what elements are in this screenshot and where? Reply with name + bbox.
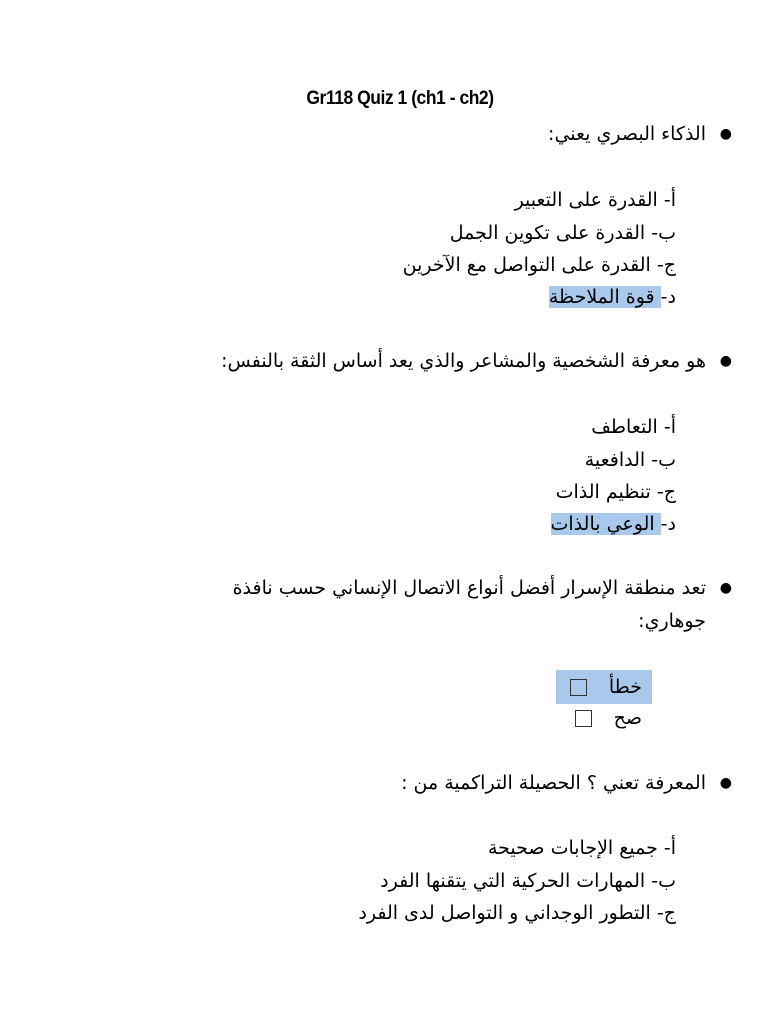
question-4-option-a[interactable] — [488, 832, 676, 864]
option-prefix: ب- — [651, 222, 676, 244]
question-1-option-c[interactable] — [403, 249, 676, 281]
option-prefix: أ- — [663, 189, 676, 211]
option-prefix: ب- — [651, 449, 676, 471]
quiz-title: Gr118 Quiz 1 (ch1 - ch2) — [306, 88, 494, 109]
question-3-text-line-2: جوهاري: — [638, 610, 706, 632]
option-text: القدرة على التعبير — [514, 189, 664, 211]
checkbox[interactable] — [575, 710, 592, 727]
question-2-option-a[interactable] — [591, 411, 676, 443]
bullet-icon: ● — [719, 126, 732, 142]
option-prefix: ج- — [656, 902, 676, 924]
question-3-choice-false[interactable] — [556, 670, 652, 704]
option-text: التعاطف — [591, 416, 664, 438]
option-text: تنظيم الذات — [555, 481, 657, 503]
question-3-text-line-1: تعد منطقة الإسرار أفضل أنواع الاتصال الإنساني حسب نافذة — [232, 577, 706, 599]
question-4 — [401, 767, 732, 800]
question-1-text: الذكاء البصري يعني: — [548, 123, 706, 145]
option-prefix: د- — [660, 513, 676, 535]
question-2-option-c[interactable] — [556, 476, 676, 508]
choice-label: صح — [613, 707, 642, 729]
option-text: القدرة على تكوين الجمل — [449, 222, 652, 244]
question-1-option-a[interactable] — [515, 184, 676, 216]
option-prefix: أ- — [663, 416, 676, 438]
option-text: التطور الوجداني و التواصل لدى الفرد — [358, 902, 657, 924]
option-text: الدافعية — [584, 449, 652, 471]
question-1-option-d[interactable] — [549, 281, 676, 313]
question-2 — [221, 345, 732, 378]
question-2-text: هو معرفة الشخصية والمشاعر والذي يعد أساس الثقة بالنفس: — [221, 350, 706, 372]
option-text: القدرة على التواصل مع الآخرين — [402, 254, 657, 276]
option-text: المهارات الحركية التي يتقنها الفرد — [380, 870, 652, 892]
bullet-icon: ● — [719, 353, 732, 369]
option-text: جميع الإجابات صحيحة — [487, 837, 664, 859]
question-4-text: المعرفة تعني ؟ الحصيلة التراكمية من : — [401, 772, 706, 794]
question-3-continuation — [638, 605, 706, 638]
question-4-option-b[interactable] — [380, 865, 676, 897]
option-prefix: د- — [660, 286, 676, 308]
question-2-option-d[interactable] — [551, 508, 676, 540]
option-text-highlighted: الوعي بالذات — [550, 513, 661, 535]
choice-label: خطأ — [608, 676, 642, 698]
question-2-option-b[interactable] — [585, 444, 676, 476]
option-text-highlighted: قوة الملاحظة — [548, 286, 661, 308]
option-prefix: ج- — [656, 254, 676, 276]
option-prefix: ب- — [651, 870, 676, 892]
question-3-choice-true[interactable] — [567, 703, 646, 733]
question-1 — [548, 118, 732, 151]
checkbox[interactable] — [570, 679, 587, 696]
question-3 — [232, 572, 732, 605]
question-4-option-c[interactable] — [358, 897, 676, 929]
choice-highlight — [556, 670, 652, 704]
question-1-option-b[interactable] — [450, 217, 676, 249]
option-prefix: أ- — [663, 837, 676, 859]
option-prefix: ج- — [656, 481, 676, 503]
bullet-icon: ● — [719, 580, 732, 596]
bullet-icon: ● — [719, 775, 732, 791]
